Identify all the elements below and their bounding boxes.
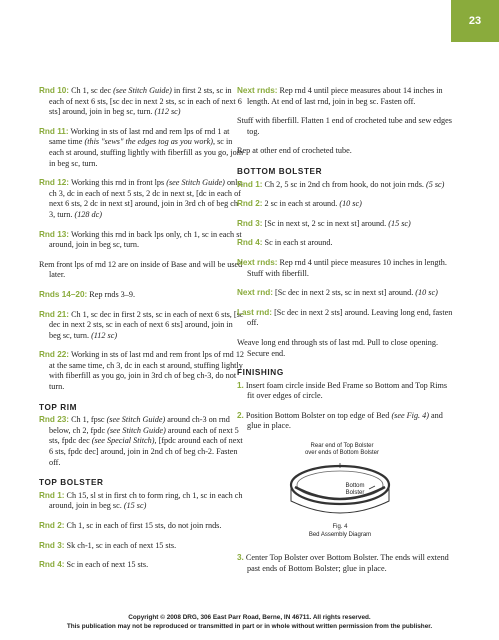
pattern-round (39, 560, 245, 571)
instruction-text: Ch 1, sc dec in first 2 sts, sc in each of next 6 sts, [sc dec in next 2 sts, sc in each of next 6 sts] around, join in beg sc, turn. (49, 309, 244, 340)
right-column (237, 86, 455, 583)
instruction-note (39, 260, 245, 281)
italic-note: (see Stitch Guide) (107, 425, 166, 435)
figure-callout-top: Rear end of Top Bolster over ends of Bottom Bolster (304, 443, 380, 457)
instruction-text: Sc in each of next 15 sts. (66, 560, 149, 570)
italic-note: (see Stitch Guide) (106, 415, 166, 425)
instruction-text: Stuff with fiberfill. Flatten 1 end of crocheted tube and sew edges tog. (237, 116, 452, 136)
pattern-round (237, 258, 455, 279)
instruction-text: 2 sc in each st around. (264, 199, 340, 209)
instruction-text: Working in sts of last rnd and rem lps of rnd 1 at same time (49, 126, 230, 147)
instruction-text: [Sc dec in next 2 sts] around. Leaving long end, fasten off. (247, 307, 453, 328)
instruction-text: Rem front lps of rnd 12 are on inside of Base and will be used later. (39, 259, 243, 280)
round-label: Next rnds: (237, 86, 278, 95)
pattern-round (39, 491, 245, 512)
instruction-text: Rep at other end of crocheted tube. (237, 146, 352, 156)
pattern-round (237, 199, 455, 210)
instruction-text: and glue in place. (247, 410, 443, 431)
instruction-text: in first 2 sts, sc in each of next 6 sts, [sc dec in next 2 sts, sc in each of next 6 sts] around, join in beg sc, turn. (49, 86, 242, 117)
footer-copyright: Copyright © 2008 DRG, 306 East Parr Road, Berne, IN 46711. All rights reserved. (128, 614, 371, 621)
instruction-text: Ch 2, 5 sc in 2nd ch from hook, do not join rnds. (264, 179, 426, 189)
pattern-round (39, 86, 245, 118)
finishing-step (237, 381, 455, 402)
step-number: 1. (237, 380, 244, 390)
page-number: 23 (468, 15, 482, 27)
finishing-step (237, 553, 455, 574)
round-label: Rnd 2: (237, 199, 263, 209)
pattern-round (237, 308, 455, 329)
left-column (39, 86, 245, 580)
instruction-text: Working this rnd in back lps only, ch 1, sc in each st around, join in beg sc, turn. (49, 229, 242, 250)
section-heading: BOTTOM BOLSTER (237, 166, 323, 176)
finishing-step (237, 411, 455, 432)
instruction-text: Sk ch-1, sc in each of next 15 sts. (66, 540, 177, 550)
italic-note: (see Fig. 4) (391, 410, 429, 420)
pattern-round (39, 521, 245, 532)
italic-note: (see Stitch Guide) (166, 178, 225, 188)
pattern-round (237, 219, 455, 230)
instruction-text: Rep rnd 4 until piece measures about 14 inches in length. At end of last rnd, join in beg sc. Fasten off. (247, 86, 443, 106)
instruction-note (237, 338, 455, 359)
italic-note: (15 sc) (123, 501, 147, 511)
italic-note: (112 sc) (154, 107, 181, 117)
section-heading: FINISHING (237, 368, 284, 378)
round-label: Last rnd: (237, 307, 273, 317)
pattern-round (39, 127, 245, 169)
round-label: Rnd 12: (39, 178, 70, 188)
step-number: 3. (237, 553, 244, 563)
pattern-round (237, 288, 455, 299)
pattern-round (237, 180, 455, 191)
instruction-text: Ch 1, sc dec (71, 86, 114, 95)
pattern-round (39, 230, 245, 251)
instruction-text: Ch 1, fpsc (71, 415, 107, 425)
pattern-round (39, 541, 245, 552)
round-label: Rnd 10: (39, 86, 70, 95)
page-number-tab (451, 0, 499, 42)
instruction-text: [Sc in next st, 2 sc in next st] around. (264, 218, 389, 228)
instruction-text: Rep rnd 4 until piece measures 10 inches in length. Stuff with fiberfill. (247, 257, 447, 278)
instruction-text: Working this rnd in front lps (70, 178, 167, 188)
pattern-round (237, 238, 455, 249)
figure-caption-sub: Bed Assembly Diagram (308, 532, 372, 539)
step-number: 2. (237, 410, 244, 420)
round-label: Next rnds: (237, 257, 278, 267)
italic-note: (5 sc) (426, 179, 445, 189)
instruction-text: Working in sts of last rnd and rem front lps of rnd 12 at the same time, ch 3, dc in each st around, stuffing lightly with fiberfill as you go, join in 3rd ch of beg ch-3, do not turn. (49, 350, 245, 392)
section-heading: TOP BOLSTER (39, 478, 104, 488)
round-label: Rnd 3: (39, 540, 65, 550)
instruction-text: , [fpdc around each of next 6 sts, fpdc dec] around, join in 2nd ch of beg ch-2. Fasten off. (49, 436, 243, 467)
round-label: Rnd 4: (39, 560, 65, 570)
italic-note: (see Special Stitch) (91, 436, 155, 446)
instruction-text: Weave long end through sts of last rnd. Pull to close opening. Secure end. (237, 337, 439, 358)
italic-note: (this "sews" the edges tog as you work) (84, 137, 214, 147)
instruction-text: Position Bottom Bolster on top edge of Bed (245, 410, 392, 420)
round-label: Rnd 23: (39, 415, 70, 425)
round-label: Rnd 1: (39, 490, 65, 500)
pattern-round (39, 290, 245, 301)
round-label: Rnd 3: (237, 218, 263, 228)
italic-note: (128 dc) (74, 209, 102, 219)
section-heading: TOP RIM (39, 402, 78, 412)
instruction-text: Center Top Bolster over Bottom Bolster. The ends will extend past ends of Bottom Bolster; glue in place. (245, 553, 449, 573)
pattern-round (39, 178, 245, 220)
instruction-text: Ch 1, sc in each of first 15 sts, do not join rnds. (66, 521, 222, 530)
italic-note: (see Stitch Guide) (113, 86, 172, 95)
pattern-round (39, 310, 245, 342)
figure-callout-side: Bottom Bolster (345, 483, 365, 497)
instruction-text: Ch 15, sl st in first ch to form ring, ch 1, sc in each ch around, join in beg sc. (49, 490, 243, 511)
italic-note: (15 sc) (388, 218, 411, 228)
round-label: Rnd 11: (39, 126, 69, 136)
italic-note: (10 sc) (339, 199, 362, 209)
instruction-text: Sc in each st around. (264, 238, 333, 248)
instruction-text: around ch-3 on rnd below, ch 2, fpdc (49, 415, 230, 435)
round-label: Next rnd: (237, 288, 273, 298)
instruction-text: only, ch 3, dc in each of next 5 sts, 2 dc in next st, [dc in each of next 6 sts, 2 dc in next st] around, join in 3rd ch of beg ch-3, turn. (49, 178, 244, 219)
instruction-text: around each of next 5 sts, fpdc dec (49, 425, 239, 446)
instruction-text: Rep rnds 3–9. (89, 289, 136, 299)
instruction-text: Insert foam circle inside Bed Frame so Bottom and Top Rims fit over edges of circle. (245, 380, 448, 401)
round-label: Rnd 22: (39, 350, 70, 360)
italic-note: (10 sc) (415, 288, 438, 298)
pattern-round (237, 86, 455, 107)
round-label: Rnd 4: (237, 238, 263, 248)
instruction-note (237, 116, 455, 137)
figure-caption-title: Fig. 4 (332, 524, 348, 531)
bed-assembly-figure (237, 441, 455, 545)
round-label: Rnds 14–20: (39, 289, 88, 299)
instruction-text: , sc in each st around, stuffing lightly with fiberfill as you go, join in beg sc, turn. (49, 137, 244, 168)
italic-note: (112 sc) (91, 330, 118, 340)
round-label: Rnd 13: (39, 229, 70, 239)
round-label: Rnd 2: (39, 521, 65, 530)
round-label: Rnd 21: (39, 309, 70, 319)
pattern-round (39, 350, 245, 392)
footer-permission: This publication may not be reproduced or transmitted in part or in whole without written permission from the publisher. (66, 623, 433, 630)
pattern-round (39, 415, 245, 468)
instruction-text: [Sc dec in next 2 sts, sc in next st] around. (274, 288, 416, 298)
instruction-note (237, 146, 455, 157)
round-label: Rnd 1: (237, 179, 263, 189)
